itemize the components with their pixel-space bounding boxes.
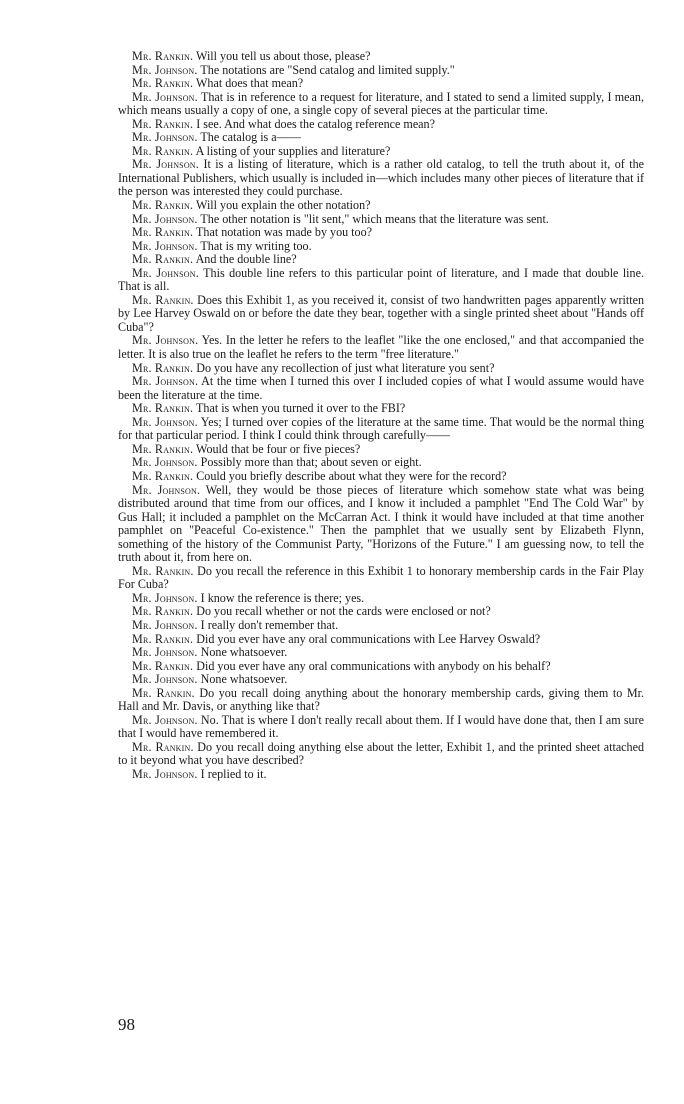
paragraph-text: This double line refers to this particular point of literature, and I made that double line. That is all. — [118, 265, 644, 294]
paragraph-text: Will you explain the other notation? — [196, 198, 371, 213]
transcript-paragraph — [118, 484, 644, 565]
transcript-paragraph — [118, 565, 644, 592]
paragraph-text: Possibly more than that; about seven or eight. — [200, 455, 422, 470]
speaker-name: Mr. Johnson. — [132, 89, 198, 104]
transcript-paragraph — [118, 633, 644, 647]
speaker-name: Mr. Johnson. — [132, 414, 198, 429]
transcript-paragraph — [118, 646, 644, 660]
speaker-name: Mr. Johnson. — [132, 672, 198, 687]
speaker-name: Mr. Rankin. — [132, 198, 194, 213]
speaker-name: Mr. Rankin. — [132, 252, 194, 267]
speaker-name: Mr. Rankin. — [132, 441, 194, 456]
paragraph-text: I know the reference is there; yes. — [200, 590, 365, 605]
speaker-name: Mr. Johnson. — [132, 712, 198, 727]
transcript-paragraph — [118, 131, 644, 145]
paragraph-text: It is a listing of literature, which is a rather old catalog, to tell the truth about it, of the International Publishers, which usually is included in—which includes many other pieces of literature that if the person was interested they could purchase. — [118, 157, 644, 199]
paragraph-text: The catalog is a—— — [200, 130, 301, 145]
speaker-name: Mr. Rankin. — [132, 658, 194, 673]
speaker-name: Mr. Johnson. — [132, 766, 198, 781]
transcript-paragraph — [118, 714, 644, 741]
speaker-name: Mr. Rankin. — [132, 739, 194, 754]
paragraph-text: I really don't remember that. — [200, 617, 339, 632]
transcript-paragraph — [118, 334, 644, 361]
speaker-name: Mr. Rankin. — [132, 685, 195, 700]
transcript-paragraph — [118, 253, 644, 267]
speaker-name: Mr. Rankin. — [132, 401, 194, 416]
paragraph-text: And the double line? — [195, 252, 297, 267]
transcript-paragraph — [118, 768, 644, 782]
transcript-paragraph — [118, 402, 644, 416]
speaker-name: Mr. Rankin. — [132, 49, 194, 63]
transcript-paragraph — [118, 91, 644, 118]
paragraph-text: None whatsoever. — [200, 645, 288, 660]
speaker-name: Mr. Johnson. — [132, 374, 199, 389]
transcript-paragraph — [118, 199, 644, 213]
transcript-paragraph — [118, 158, 644, 199]
transcript-paragraph — [118, 741, 644, 768]
speaker-name: Mr. Johnson. — [132, 645, 198, 660]
transcript-paragraph — [118, 50, 644, 64]
paragraph-text: Do you recall whether or not the cards were enclosed or not? — [196, 604, 491, 619]
transcript-paragraph — [118, 375, 644, 402]
transcript-body — [118, 50, 644, 782]
transcript-paragraph — [118, 362, 644, 376]
paragraph-text: Did you ever have any oral communications with anybody on his behalf? — [196, 658, 551, 673]
paragraph-text: Could you briefly describe about what they were for the record? — [196, 468, 507, 483]
transcript-paragraph — [118, 592, 644, 606]
paragraph-text: No. That is where I don't really recall about them. If I would have done that, then I am sure that I would have remembered it. — [118, 712, 645, 741]
paragraph-text: Did you ever have any oral communications with Lee Harvey Oswald? — [196, 631, 541, 646]
paragraph-text: Would that be four or five pieces? — [196, 441, 361, 456]
speaker-name: Mr. Rankin. — [132, 468, 194, 483]
paragraph-text: Do you recall doing anything else about the letter, Exhibit 1, and the printed sheet attached to it beyond what you have described? — [118, 739, 645, 768]
speaker-name: Mr. Rankin. — [132, 225, 194, 240]
transcript-paragraph — [118, 118, 644, 132]
speaker-name: Mr. Rankin. — [132, 76, 194, 91]
paragraph-text: I see. And what does the catalog reference mean? — [196, 116, 435, 131]
speaker-name: Mr. Johnson. — [132, 130, 198, 145]
speaker-name: Mr. Rankin. — [132, 143, 194, 158]
speaker-name: Mr. Johnson. — [132, 590, 198, 605]
speaker-name: Mr. Johnson. — [132, 238, 198, 253]
transcript-paragraph — [118, 660, 644, 674]
transcript-paragraph — [118, 416, 644, 443]
paragraph-text: Well, they would be those pieces of literature which somehow state what was being distributed around that time from our offices, and I know it included a pamphlet "End The Cold War" by Gus Hall; it included a pamphlet on the McCarran Act. I think it would have included at that time another pamphlet on "Peaceful Co-existence." Then the pamphlet that we usually sent by Elizabeth Flynn, something of the history of the Communist Party, "Horizons of the Future." I am guessing now, to tell the truth about it, from here on. — [118, 482, 645, 565]
transcript-paragraph — [118, 77, 644, 91]
paragraph-text: Do you have any recollection of just what literature you sent? — [196, 360, 495, 375]
speaker-name: Mr. Johnson. — [132, 157, 200, 172]
speaker-name: Mr. Johnson. — [132, 617, 198, 632]
paragraph-text: That is when you turned it over to the FBI? — [196, 401, 406, 416]
paragraph-text: That is my writing too. — [200, 238, 312, 253]
speaker-name: Mr. Rankin. — [132, 292, 194, 307]
speaker-name: Mr. Johnson. — [132, 211, 198, 226]
transcript-paragraph — [118, 240, 644, 254]
transcript-paragraph — [118, 443, 644, 457]
paragraph-text: The notations are "Send catalog and limited supply." — [200, 62, 455, 77]
transcript-paragraph — [118, 267, 644, 294]
transcript-paragraph — [118, 145, 644, 159]
transcript-paragraph — [118, 470, 644, 484]
paragraph-text: None whatsoever. — [200, 672, 288, 687]
paragraph-text: That is in reference to a request for literature, and I stated to send a limited supply, I mean, which means usually a copy of one, a single copy of several pieces at the particular time. — [118, 89, 644, 118]
paragraph-text: That notation was made by you too? — [196, 225, 373, 240]
paragraph-text: Do you recall doing anything about the honorary membership cards, giving them to Mr. Hall and Mr. Davis, or anything like that? — [118, 685, 645, 714]
transcript-paragraph — [118, 456, 644, 470]
transcript-paragraph — [118, 294, 644, 335]
paragraph-text: Yes. In the letter he refers to the leaflet "like the one enclosed," and that accompanied the letter. It is also true on the leaflet he refers to the term "free literature." — [118, 333, 644, 362]
paragraph-text: Yes; I turned over copies of the literature at the same time. That would be the normal thing for that particular period. I think I could think through carefully—— — [118, 414, 644, 443]
transcript-paragraph — [118, 605, 644, 619]
paragraph-text: Do you recall the reference in this Exhibit 1 to honorary membership cards in the Fair Play For Cuba? — [118, 563, 645, 592]
transcript-paragraph — [118, 64, 644, 78]
page-number: 98 — [118, 1015, 135, 1034]
paragraph-text: Does this Exhibit 1, as you received it, consist of two handwritten pages apparently written by Lee Harvey Oswald on or before the date they bear, together with a single printed sheet about "Hands off Cuba"? — [118, 292, 644, 334]
transcript-paragraph — [118, 213, 644, 227]
transcript-paragraph — [118, 687, 644, 714]
speaker-name: Mr. Rankin. — [132, 563, 194, 578]
paragraph-text: I replied to it. — [200, 766, 267, 781]
speaker-name: Mr. Johnson. — [132, 333, 199, 348]
transcript-paragraph — [118, 619, 644, 633]
speaker-name: Mr. Johnson. — [132, 265, 199, 280]
speaker-name: Mr. Rankin. — [132, 116, 194, 131]
speaker-name: Mr. Rankin. — [132, 631, 194, 646]
paragraph-text: A listing of your supplies and literature? — [195, 143, 391, 158]
speaker-name: Mr. Johnson. — [132, 482, 201, 497]
paragraph-text: Will you tell us about those, please? — [196, 49, 371, 63]
speaker-name: Mr. Johnson. — [132, 62, 198, 77]
paragraph-text: The other notation is "lit sent," which means that the literature was sent. — [200, 211, 549, 226]
speaker-name: Mr. Rankin. — [132, 360, 194, 375]
transcript-paragraph — [118, 673, 644, 687]
transcript-paragraph — [118, 226, 644, 240]
speaker-name: Mr. Johnson. — [132, 455, 198, 470]
paragraph-text: What does that mean? — [196, 76, 304, 91]
paragraph-text: At the time when I turned this over I included copies of what I would assume would have been the literature at the time. — [118, 374, 644, 402]
speaker-name: Mr. Rankin. — [132, 604, 194, 619]
